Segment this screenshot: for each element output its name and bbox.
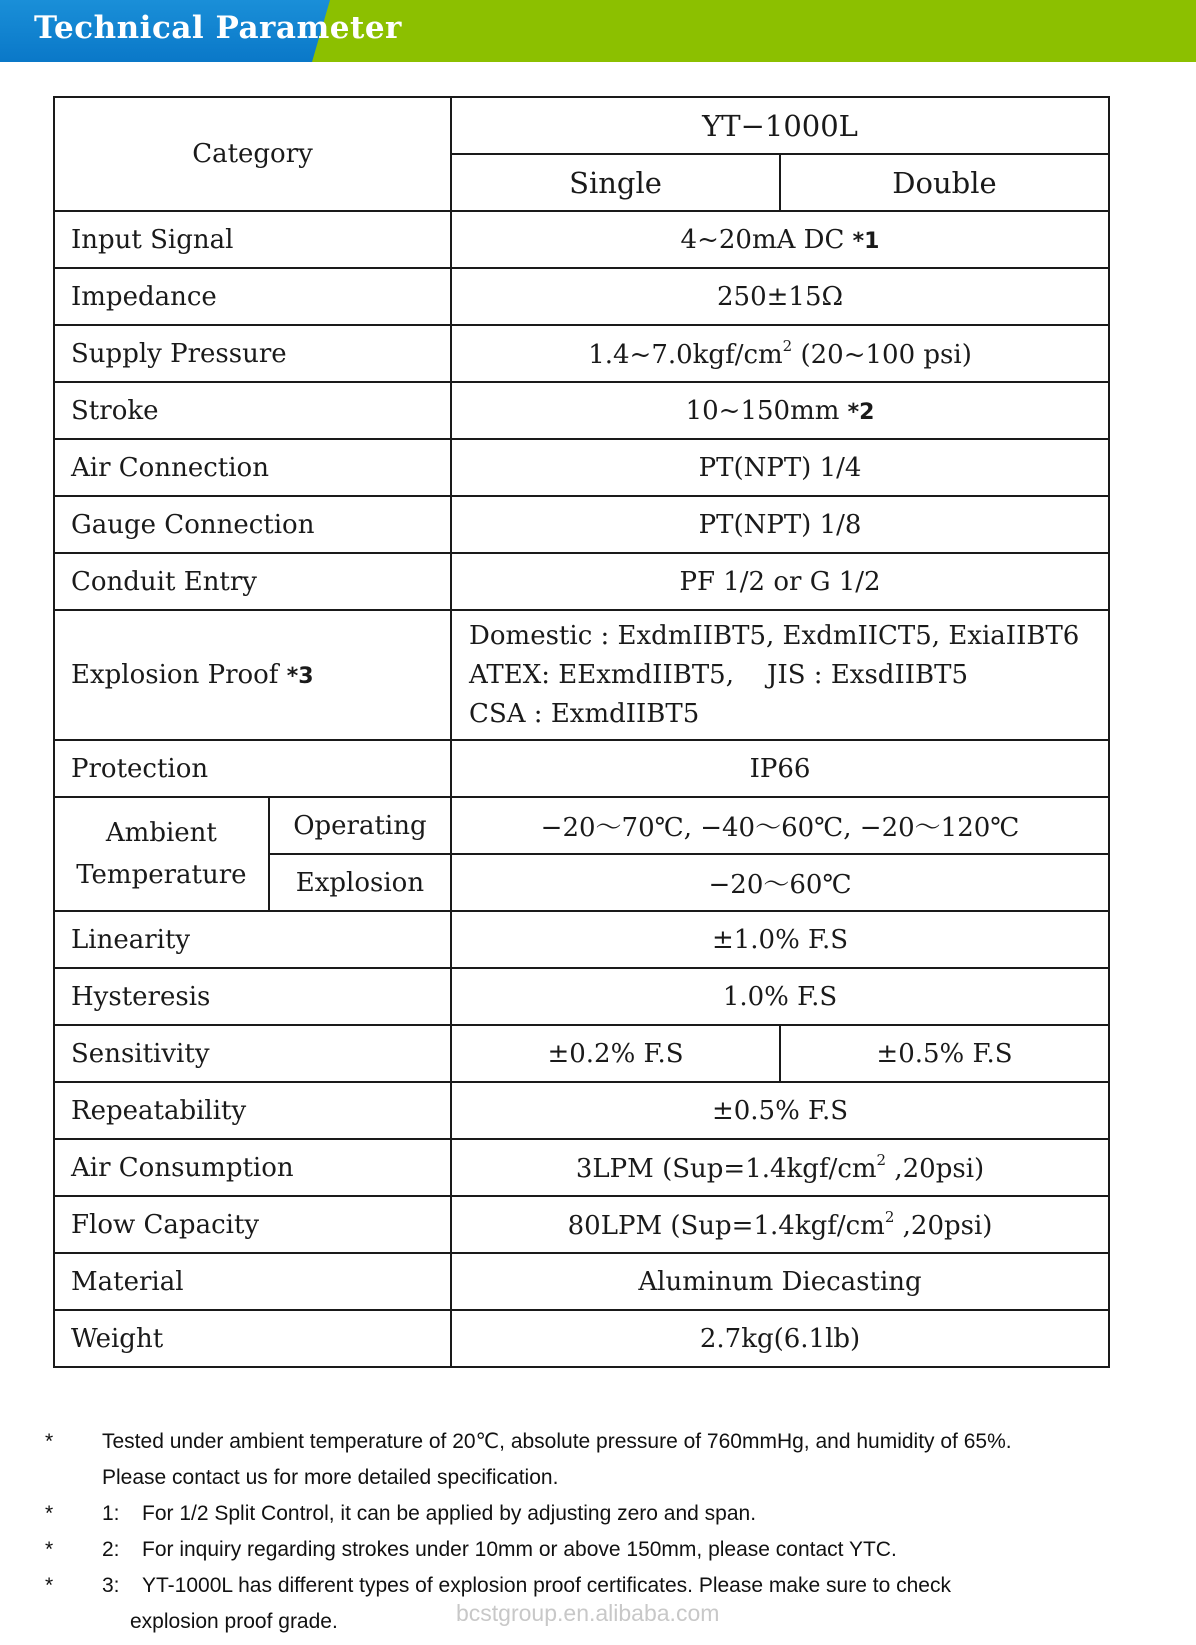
row-value-air-connection: PT(NPT) 1/4 xyxy=(451,439,1109,496)
explosion-line: CSA : ExmdIIBT5 xyxy=(469,698,700,729)
value-text: ,20psi) xyxy=(886,1154,985,1184)
footnote-1 xyxy=(45,1496,1175,1532)
footnote-general xyxy=(45,1424,1175,1460)
value-text: ,20psi) xyxy=(894,1211,993,1241)
row-label-explosion-proof xyxy=(54,610,451,740)
row-value-repeatability: ±0.5% F.S xyxy=(451,1082,1109,1139)
row-label-air-connection: Air Connection xyxy=(54,439,451,496)
row-label-impedance: Impedance xyxy=(54,268,451,325)
row-label-supply-pressure: Supply Pressure xyxy=(54,325,451,382)
table-row xyxy=(54,1139,1109,1196)
spec-table xyxy=(53,96,1110,1368)
footnote-text: For inquiry regarding strokes under 10mm or above 150mm, please contact YTC. xyxy=(142,1538,897,1561)
row-label-conduit-entry: Conduit Entry xyxy=(54,553,451,610)
value-text: 4~20mA DC xyxy=(680,224,845,255)
category-header: Category xyxy=(54,97,451,211)
table-row xyxy=(54,325,1109,382)
label-text: Explosion Proof xyxy=(71,660,279,690)
row-value-air-consumption xyxy=(451,1139,1109,1196)
table-row xyxy=(54,97,1109,154)
footnote-star: * xyxy=(45,1538,54,1561)
row-value-weight: 2.7kg(6.1lb) xyxy=(451,1310,1109,1367)
header-bar xyxy=(0,0,1196,62)
superscript: 2 xyxy=(884,1208,895,1226)
value-text: 1.4~7.0kgf/cm xyxy=(588,340,783,370)
row-value-input-signal xyxy=(451,211,1109,268)
row-value-sensitivity-single: ±0.2% F.S xyxy=(451,1025,780,1082)
row-value-material: Aluminum Diecasting xyxy=(451,1253,1109,1310)
footnote-number: 3: xyxy=(102,1574,120,1597)
row-label-stroke: Stroke xyxy=(54,382,451,439)
row-label-gauge-connection: Gauge Connection xyxy=(54,496,451,553)
row-label-material: Material xyxy=(54,1253,451,1310)
row-label-weight: Weight xyxy=(54,1310,451,1367)
footnote-mark: *2 xyxy=(847,399,875,425)
row-value-protection: IP66 xyxy=(451,740,1109,797)
row-label-input-signal: Input Signal xyxy=(54,211,451,268)
table-row xyxy=(54,439,1109,496)
row-value-gauge-connection: PT(NPT) 1/8 xyxy=(451,496,1109,553)
row-value-conduit-entry: PF 1/2 or G 1/2 xyxy=(451,553,1109,610)
table-row xyxy=(54,1196,1109,1253)
row-label-air-consumption: Air Consumption xyxy=(54,1139,451,1196)
row-value-explosion-temp: −20～60℃ xyxy=(451,854,1109,911)
row-value-sensitivity-double: ±0.5% F.S xyxy=(780,1025,1109,1082)
row-label-sensitivity: Sensitivity xyxy=(54,1025,451,1082)
table-row xyxy=(54,211,1109,268)
table-row xyxy=(54,1253,1109,1310)
value-text: 3LPM (Sup=1.4kgf/cm xyxy=(575,1154,877,1184)
row-value-explosion-proof xyxy=(451,610,1109,740)
value-text: 80LPM (Sup=1.4kgf/cm xyxy=(567,1211,885,1241)
sublabel-explosion: Explosion xyxy=(269,854,451,911)
sublabel-operating: Operating xyxy=(269,797,451,854)
footnote-star: * xyxy=(45,1574,54,1597)
row-label-repeatability: Repeatability xyxy=(54,1082,451,1139)
footnote-text: explosion proof grade. xyxy=(130,1610,338,1633)
row-value-stroke xyxy=(451,382,1109,439)
explosion-line: ATEX: EExmdIIBT5, JIS : ExsdIIBT5 xyxy=(469,659,968,690)
footnote-text: Please contact us for more detailed specification. xyxy=(102,1466,559,1489)
model-header: YT−1000L xyxy=(451,97,1109,154)
label-text: Ambient xyxy=(105,818,217,848)
single-header: Single xyxy=(451,154,780,211)
superscript: 2 xyxy=(876,1151,887,1169)
row-label-ambient-temperature xyxy=(54,797,269,911)
table-row xyxy=(54,968,1109,1025)
table-row xyxy=(54,382,1109,439)
footnote-general-cont xyxy=(45,1460,1175,1496)
value-text: (20~100 psi) xyxy=(792,340,972,370)
table-row xyxy=(54,1310,1109,1367)
table-row xyxy=(54,911,1109,968)
footnote-number: 2: xyxy=(102,1538,120,1561)
page-title: Technical Parameter xyxy=(34,10,402,46)
footnote-star: * xyxy=(45,1502,54,1525)
value-text: 10~150mm xyxy=(685,395,840,426)
row-value-operating: −20～70℃, −40～60℃, −20～120℃ xyxy=(451,797,1109,854)
footnote-3 xyxy=(45,1568,1175,1604)
row-value-flow-capacity xyxy=(451,1196,1109,1253)
footnote-text: For 1/2 Split Control, it can be applied by adjusting zero and span. xyxy=(142,1502,757,1525)
row-label-linearity: Linearity xyxy=(54,911,451,968)
row-value-impedance: 250±15Ω xyxy=(451,268,1109,325)
table-row xyxy=(54,553,1109,610)
table-row xyxy=(54,496,1109,553)
watermark: bcstgroup.en.alibaba.com xyxy=(456,1600,720,1626)
footnote-text: Tested under ambient temperature of 20℃, absolute pressure of 760mmHg, and humidity of 65%. xyxy=(102,1430,1012,1453)
footnote-mark: *1 xyxy=(852,228,880,254)
row-value-supply-pressure xyxy=(451,325,1109,382)
table-row xyxy=(54,1025,1109,1082)
footnote-text: YT-1000L has different types of explosion proof certificates. Please make sure to check xyxy=(142,1574,951,1597)
footnote-mark: *3 xyxy=(286,664,314,689)
footnote-2 xyxy=(45,1532,1175,1568)
table-row xyxy=(54,1082,1109,1139)
row-value-hysteresis: 1.0% F.S xyxy=(451,968,1109,1025)
double-header: Double xyxy=(780,154,1109,211)
table-row xyxy=(54,740,1109,797)
explosion-line: Domestic : ExdmIIBT5, ExdmIICT5, ExiaIIBT6 xyxy=(469,620,1080,651)
row-value-linearity: ±1.0% F.S xyxy=(451,911,1109,968)
table-row xyxy=(54,268,1109,325)
superscript: 2 xyxy=(782,337,793,355)
row-label-hysteresis: Hysteresis xyxy=(54,968,451,1025)
row-label-protection: Protection xyxy=(54,740,451,797)
footnote-number: 1: xyxy=(102,1502,120,1525)
row-label-flow-capacity: Flow Capacity xyxy=(54,1196,451,1253)
table-row xyxy=(54,797,1109,854)
label-text: Temperature xyxy=(76,860,247,890)
footnote-star: * xyxy=(45,1430,54,1453)
table-row xyxy=(54,610,1109,740)
